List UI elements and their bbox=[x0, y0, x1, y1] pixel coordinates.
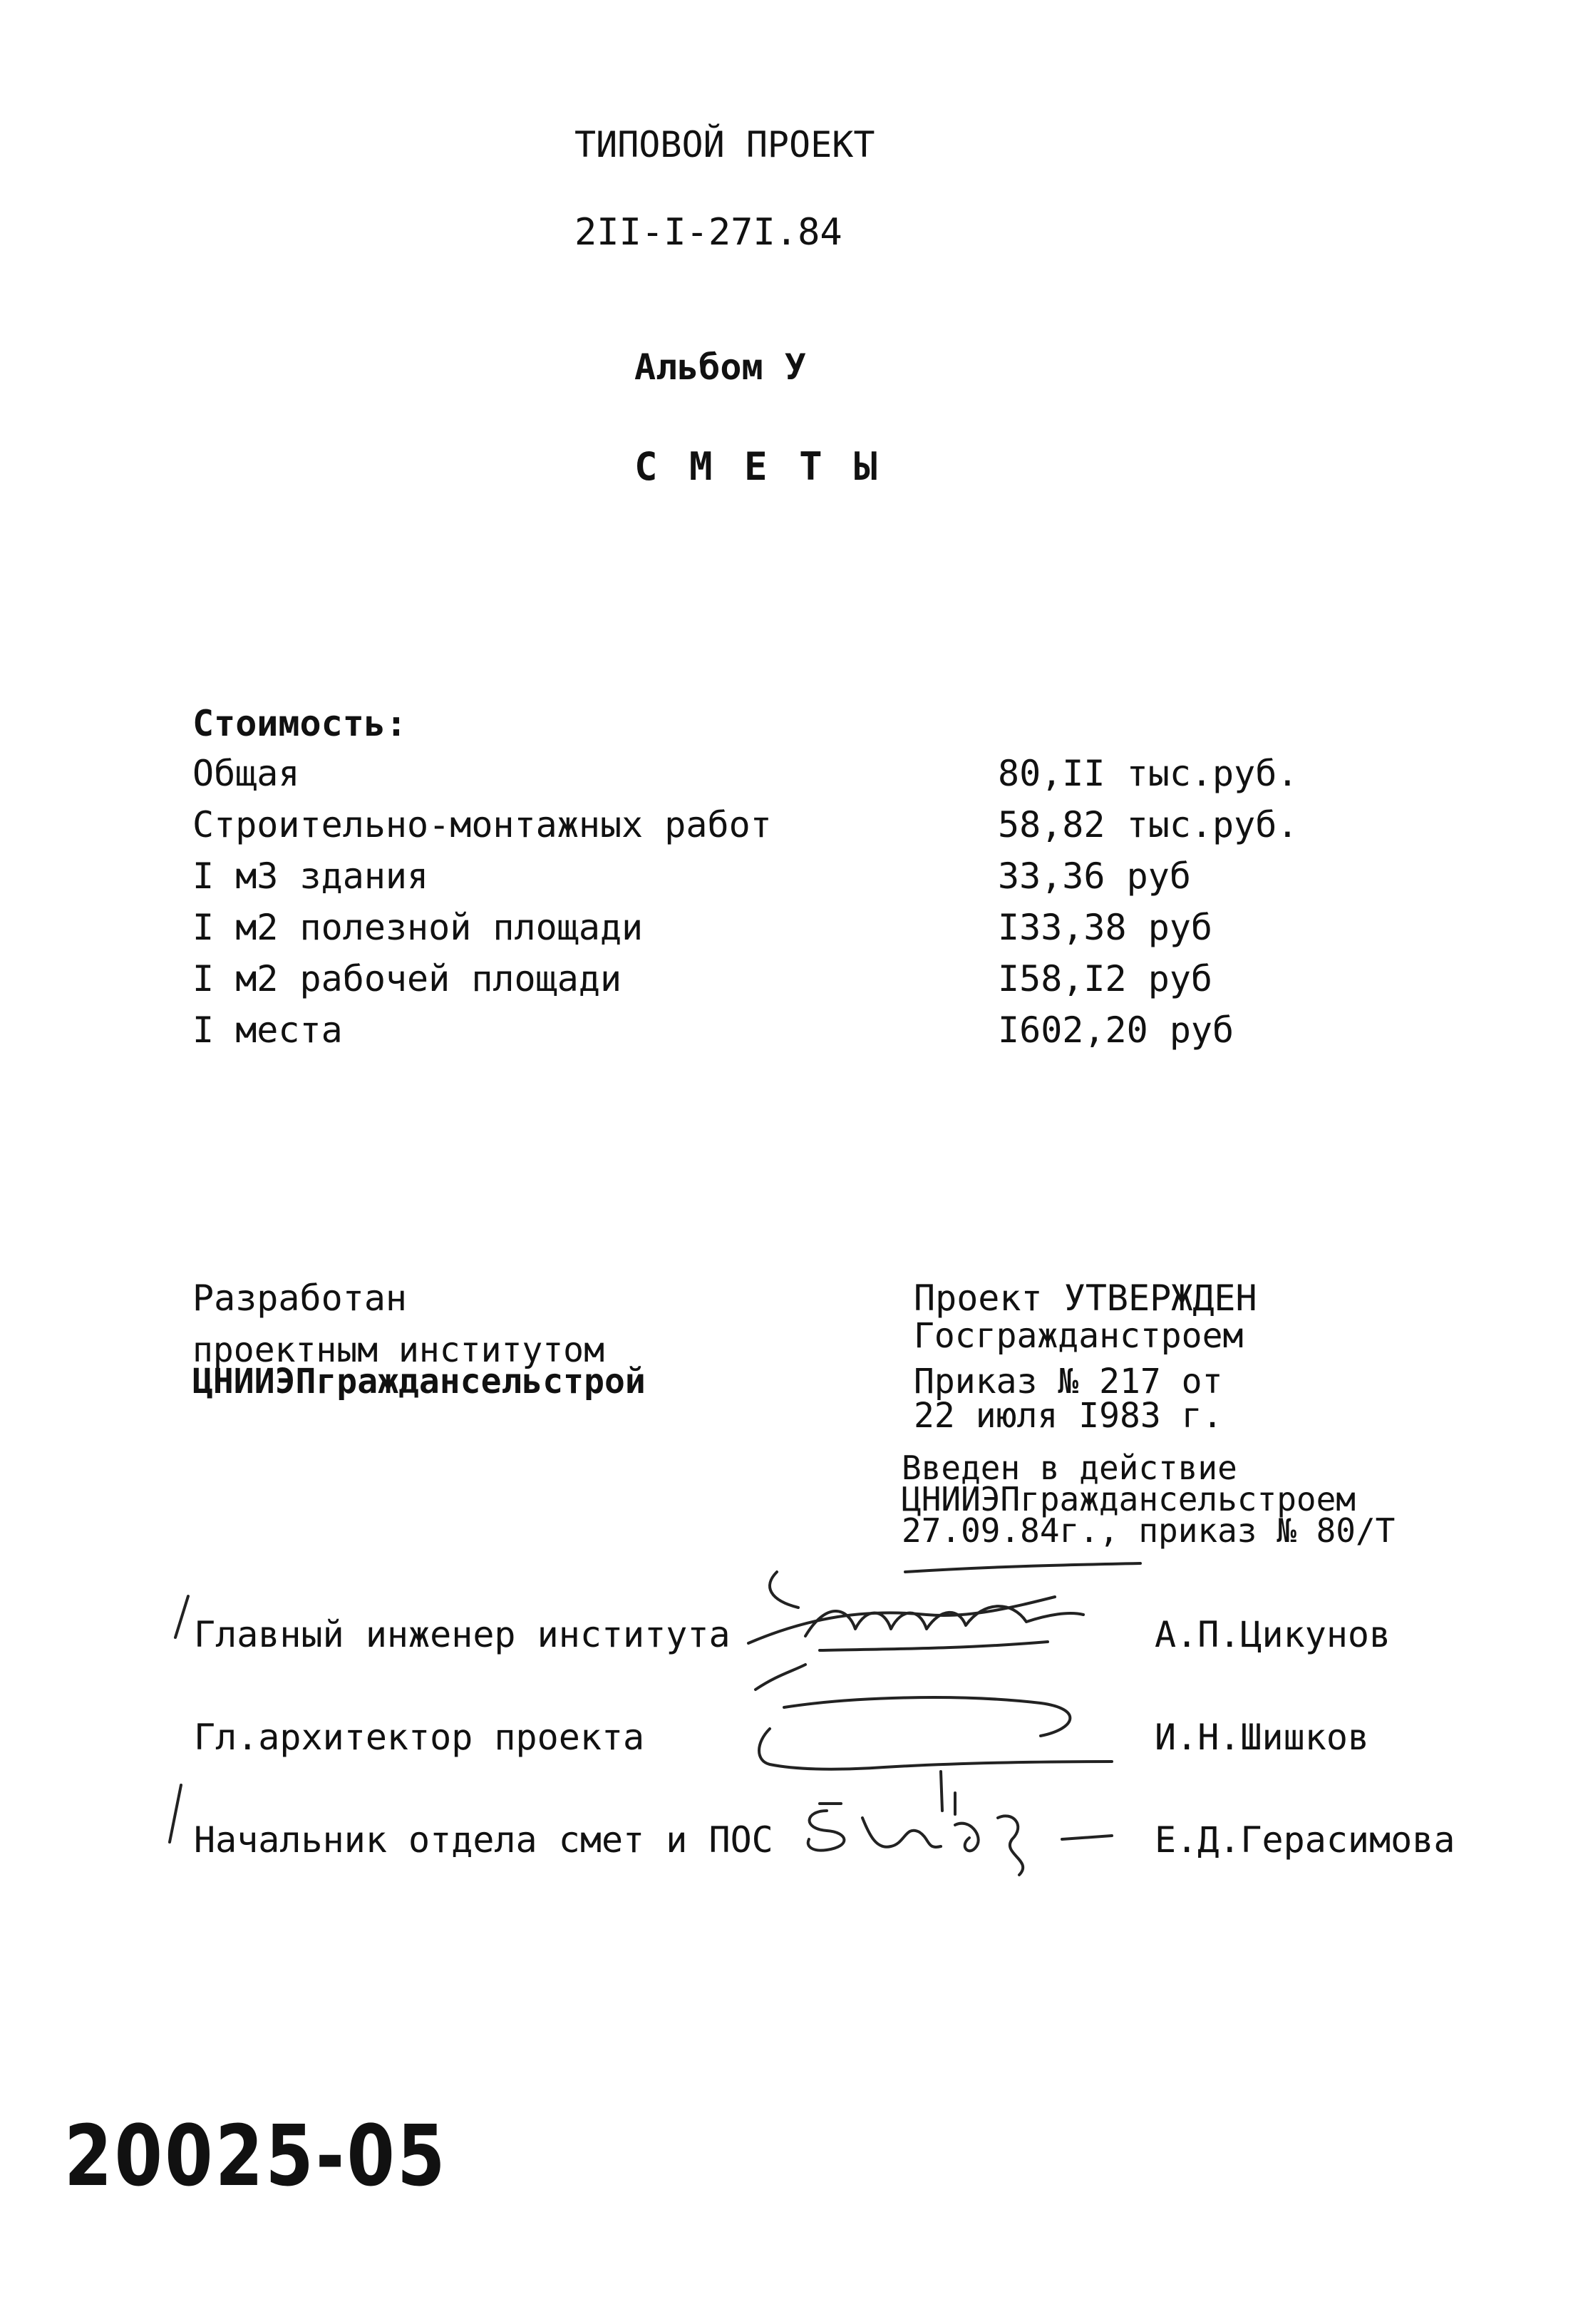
archive-number-stamp: 20025-05 bbox=[64, 2107, 448, 2205]
introduced-line2: ЦНИИЭПгражданcельстроем bbox=[902, 1480, 1356, 1518]
cost-label: I места bbox=[192, 1009, 343, 1051]
approval-line2: Госгражданстроем bbox=[914, 1316, 1244, 1356]
album-title: Альбом У bbox=[634, 346, 806, 388]
cost-label: I м2 рабочей площади bbox=[192, 958, 622, 999]
handwritten-signature-department-head bbox=[798, 1796, 1140, 1882]
cost-value: I58,I2 руб bbox=[998, 958, 1213, 999]
project-number: 2II-I-27I.84 bbox=[574, 211, 842, 254]
cost-value: 80,II тыс.руб. bbox=[998, 753, 1299, 794]
signature-name: И.Н.Шишков bbox=[1155, 1717, 1370, 1758]
margin-tick-mark bbox=[171, 1593, 192, 1643]
cost-value: 33,36 руб bbox=[998, 855, 1191, 897]
cost-label: I м2 полезной площади bbox=[192, 907, 644, 948]
introduced-line3: 27.09.84г., приказ № 80/Т bbox=[902, 1511, 1396, 1550]
cost-label: I м3 здания bbox=[192, 855, 429, 897]
margin-tick-mark bbox=[165, 1782, 187, 1846]
cost-title: Стоимость: bbox=[192, 703, 408, 744]
developer-label: Разработан bbox=[192, 1277, 408, 1319]
cost-label: Строительно-монтажных работ bbox=[192, 804, 772, 845]
approval-line3: Приказ № 217 от bbox=[914, 1362, 1223, 1402]
introduced-line1: Введен в действие bbox=[902, 1449, 1237, 1487]
cost-value: I602,20 руб bbox=[998, 1009, 1234, 1051]
cost-value: I33,38 руб bbox=[998, 907, 1213, 948]
approval-line4: 22 июля I983 г. bbox=[914, 1396, 1223, 1436]
signature-role: Главный инженер института bbox=[194, 1614, 731, 1655]
section-title: С М Е Т Ы bbox=[634, 444, 882, 489]
signature-role: Начальник отдела смет и ПОС bbox=[194, 1819, 773, 1861]
signature-name: Е.Д.Герасимова bbox=[1155, 1819, 1455, 1861]
handwritten-signature-chief-engineer bbox=[713, 1558, 1140, 1686]
signature-name: А.П.Цикунов bbox=[1155, 1614, 1391, 1655]
cost-value: 58,82 тыс.руб. bbox=[998, 804, 1299, 845]
approval-line1: Проект УТВЕРЖДЕН bbox=[914, 1277, 1257, 1319]
project-type: ТИПОВОЙ ПРОЕКТ bbox=[574, 124, 875, 165]
developer-line1: проектным институтом bbox=[192, 1330, 604, 1370]
signature-role: Гл.архитектор проекта bbox=[194, 1717, 645, 1758]
cost-label: Общая bbox=[192, 753, 300, 794]
developer-line2: ЦНИИЭПгражданcельстрой bbox=[192, 1362, 646, 1402]
